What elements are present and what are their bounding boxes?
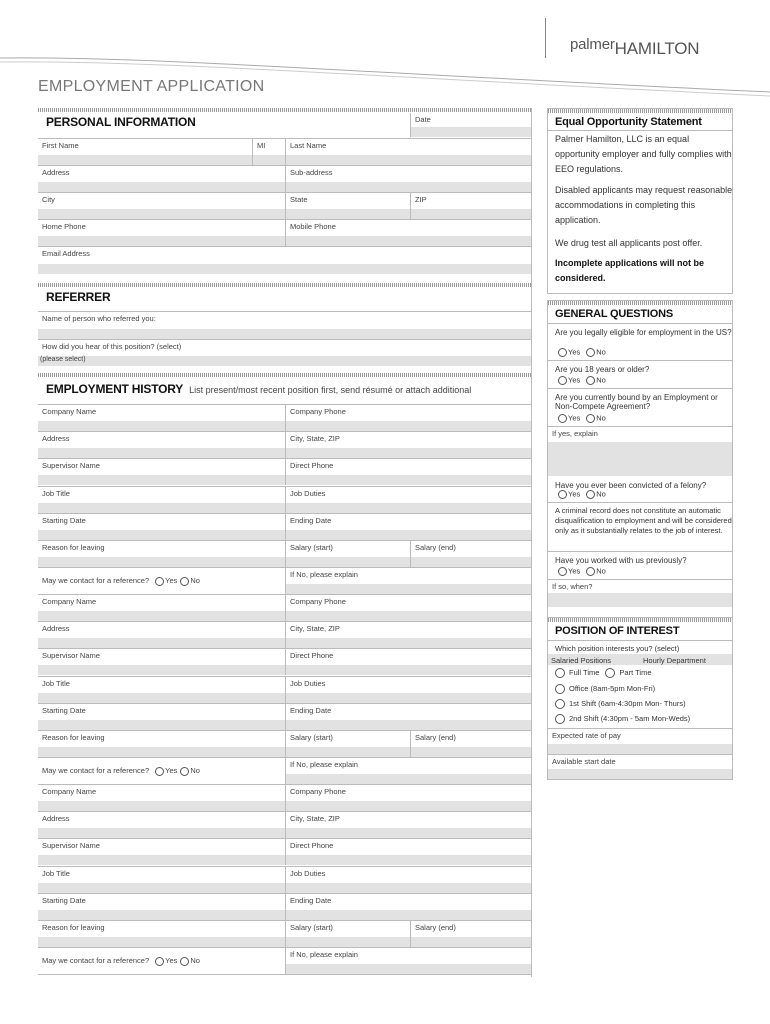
job-title-field[interactable] xyxy=(38,676,285,703)
job-title-field[interactable] xyxy=(38,486,285,513)
field-label: Job Title xyxy=(42,489,70,498)
field-label: Company Name xyxy=(42,597,97,606)
email-field[interactable]: Email Address xyxy=(38,246,531,274)
section-rule xyxy=(38,283,531,287)
eeo-paragraph: Disabled applicants may request reasonable accommodations in completing this application. xyxy=(555,185,733,225)
reference-question: May we contact for a reference? Yes No xyxy=(42,766,200,775)
position-heading: POSITION OF INTEREST xyxy=(555,625,680,637)
page-title: EMPLOYMENT APPLICATION xyxy=(38,78,265,95)
company-name-field[interactable] xyxy=(38,594,285,621)
field-label: Starting Date xyxy=(42,516,86,525)
field-label: Starting Date xyxy=(42,896,86,905)
company-phone-field[interactable] xyxy=(285,784,531,811)
field-label: Ending Date xyxy=(290,896,332,905)
reference-yes-radio[interactable] xyxy=(155,577,164,586)
felony-radio-group: Yes No xyxy=(555,489,606,499)
sub-address-field[interactable]: Sub-address xyxy=(285,165,531,192)
field-label: Ending Date xyxy=(290,706,332,715)
salary-end-field[interactable] xyxy=(410,540,531,567)
eeo-heading: Equal Opportunity Statement xyxy=(555,116,702,128)
company-address-field[interactable] xyxy=(38,431,285,458)
salary-start-field[interactable] xyxy=(285,920,410,947)
salary-end-field[interactable] xyxy=(410,920,531,947)
first-name-field[interactable]: First Name xyxy=(38,138,252,165)
company-phone-field[interactable] xyxy=(285,594,531,621)
mobile-phone-field[interactable]: Mobile Phone xyxy=(285,219,531,246)
question-agreement: Are you currently bound by an Employment or Non-Compete Agreement? xyxy=(555,393,718,411)
ending-date-field[interactable] xyxy=(285,513,531,540)
supervisor-name-field[interactable] xyxy=(38,838,285,865)
question-eligible: Are you legally eligible for employment in the US? xyxy=(555,328,732,337)
referrer-heading: REFERRER xyxy=(46,290,111,304)
address-field[interactable]: Address xyxy=(38,165,285,192)
reference-explain-field[interactable] xyxy=(285,947,531,974)
company-phone-field[interactable] xyxy=(285,404,531,431)
job-duties-field[interactable] xyxy=(285,676,531,703)
logo-divider xyxy=(545,18,546,58)
city-state-zip-field[interactable] xyxy=(285,811,531,838)
field-label: City, State, ZIP xyxy=(290,814,340,823)
section-rule xyxy=(38,373,531,377)
field-label: City, State, ZIP xyxy=(290,434,340,443)
field-label: Salary (start) xyxy=(290,733,333,742)
salary-start-field[interactable] xyxy=(285,540,410,567)
position-select-label: Which position interests you? (select) xyxy=(555,644,680,653)
ending-date-field[interactable] xyxy=(285,703,531,730)
question-felony: Have you ever been convicted of a felony? xyxy=(555,481,707,490)
section-rule xyxy=(38,108,531,112)
field-label: Supervisor Name xyxy=(42,841,100,850)
second-shift-radio[interactable] xyxy=(555,714,565,724)
felony-yes-radio[interactable] xyxy=(558,490,567,499)
worked-radio-group: Yes No xyxy=(555,566,606,576)
part-time-radio[interactable] xyxy=(605,668,615,678)
field-label: Company Phone xyxy=(290,787,346,796)
age-yes-radio[interactable] xyxy=(558,376,567,385)
city-state-zip-field[interactable] xyxy=(285,431,531,458)
referral-source-select[interactable]: How did you hear of this position? (select) (please select) xyxy=(38,339,531,366)
field-label: If No, please explain xyxy=(290,950,358,959)
worked-yes-radio[interactable] xyxy=(558,567,567,576)
agreement-yes-radio[interactable] xyxy=(558,414,567,423)
reason-for-leaving-field[interactable] xyxy=(38,920,285,947)
supervisor-name-field[interactable] xyxy=(38,458,285,485)
section-rule xyxy=(548,618,732,622)
job-duties-field[interactable] xyxy=(285,486,531,513)
supervisor-name-field[interactable] xyxy=(38,648,285,675)
field-label: Job Title xyxy=(42,679,70,688)
field-label: Supervisor Name xyxy=(42,651,100,660)
field-label: Company Phone xyxy=(290,407,346,416)
field-label: Direct Phone xyxy=(290,461,334,470)
second-shift-option[interactable]: 2nd Shift (4:30pm - 5am Mon-Weds) xyxy=(555,714,690,724)
city-state-zip-field[interactable] xyxy=(285,621,531,648)
direct-phone-field[interactable] xyxy=(285,458,531,485)
ending-date-field[interactable] xyxy=(285,893,531,920)
divider xyxy=(548,323,732,324)
company-address-field[interactable] xyxy=(38,811,285,838)
personal-info-heading: PERSONAL INFORMATION xyxy=(46,115,196,129)
worked-no-radio[interactable] xyxy=(586,567,595,576)
city-field[interactable]: City xyxy=(38,192,285,219)
field-label: Salary (start) xyxy=(290,543,333,552)
agreement-explain-field[interactable]: If yes, explain xyxy=(548,426,732,476)
reason-for-leaving-field[interactable] xyxy=(38,540,285,567)
salaried-positions-label[interactable]: Salaried Positions xyxy=(551,656,612,665)
reference-no-radio[interactable] xyxy=(180,957,189,966)
first-shift-option[interactable]: 1st Shift (6am-4:30pm Mon- Thurs) xyxy=(555,699,686,709)
field-label: If No, please explain xyxy=(290,760,358,769)
field-label: Reason for leaving xyxy=(42,733,105,742)
field-label: Address xyxy=(42,814,70,823)
eligible-radio-group: Yes No xyxy=(555,347,606,357)
company-name-field[interactable] xyxy=(38,784,285,811)
eeo-warning: Incomplete applications will not be considered. xyxy=(555,258,705,283)
field-label: Job Duties xyxy=(290,869,326,878)
home-phone-field[interactable]: Home Phone xyxy=(38,219,285,246)
starting-date-field[interactable] xyxy=(38,703,285,730)
reference-yes-radio[interactable] xyxy=(155,957,164,966)
reason-for-leaving-field[interactable] xyxy=(38,730,285,757)
worked-when-field[interactable]: If so, when? xyxy=(548,579,732,617)
job-title-field[interactable] xyxy=(38,866,285,893)
eeo-paragraph: Palmer Hamilton, LLC is an equal opportunity employer and fully complies with EEO regulations. xyxy=(555,134,732,174)
reference-contact-row xyxy=(38,567,285,594)
start-date-field[interactable]: Available start date xyxy=(548,754,732,779)
mi-field[interactable]: MI xyxy=(252,138,285,165)
reference-no-radio[interactable] xyxy=(180,577,189,586)
salary-start-field[interactable] xyxy=(285,730,410,757)
field-label: If No, please explain xyxy=(290,570,358,579)
reference-yes-radio[interactable] xyxy=(155,767,164,776)
eeo-paragraph: We drug test all applicants post offer. xyxy=(555,238,703,248)
office-radio[interactable] xyxy=(555,684,565,694)
reference-contact-row xyxy=(38,757,285,784)
field-label: Starting Date xyxy=(42,706,86,715)
zip-field[interactable]: ZIP xyxy=(410,192,531,219)
office-option[interactable]: Office (8am-5pm Mon-Fri) xyxy=(555,684,655,694)
referrer-name-field[interactable]: Name of person who referred you: xyxy=(38,311,531,339)
field-label: Reason for leaving xyxy=(42,543,105,552)
field-label: Supervisor Name xyxy=(42,461,100,470)
field-label: Direct Phone xyxy=(290,651,334,660)
starting-date-field[interactable] xyxy=(38,893,285,920)
form-right-border xyxy=(531,108,532,977)
employment-history-heading: EMPLOYMENT HISTORY List present/most recent position first, send résumé or attach additional xyxy=(46,382,472,396)
field-label: Address xyxy=(42,624,70,633)
starting-date-field[interactable] xyxy=(38,513,285,540)
company-name-field[interactable] xyxy=(38,404,285,431)
field-label: Ending Date xyxy=(290,516,332,525)
hourly-department-label[interactable]: Hourly Department xyxy=(643,656,706,665)
field-label: City, State, ZIP xyxy=(290,624,340,633)
salary-end-field[interactable] xyxy=(410,730,531,757)
field-label: Reason for leaving xyxy=(42,923,105,932)
field-label: Salary (end) xyxy=(415,543,456,552)
full-time-option[interactable]: Full Time Part Time xyxy=(555,668,652,678)
block-divider xyxy=(38,974,531,975)
date-field[interactable]: Date xyxy=(410,113,531,137)
felony-no-radio[interactable] xyxy=(586,490,595,499)
divider xyxy=(548,130,732,131)
first-shift-radio[interactable] xyxy=(555,699,565,709)
field-label: Address xyxy=(42,434,70,443)
eligible-yes-radio[interactable] xyxy=(558,348,567,357)
job-duties-field[interactable] xyxy=(285,866,531,893)
field-label: Salary (end) xyxy=(415,923,456,932)
last-name-field[interactable]: Last Name xyxy=(285,138,531,165)
full-time-radio[interactable] xyxy=(555,668,565,678)
question-worked-previously: Have you worked with us previously? xyxy=(555,556,687,565)
field-label: Company Name xyxy=(42,787,97,796)
field-label: Company Name xyxy=(42,407,97,416)
reference-explain-field[interactable] xyxy=(285,757,531,784)
reference-contact-row xyxy=(38,947,285,974)
section-rule xyxy=(548,301,732,305)
field-label: Salary (end) xyxy=(415,733,456,742)
reference-explain-field[interactable] xyxy=(285,567,531,594)
agreement-no-radio[interactable] xyxy=(586,414,595,423)
criminal-record-note: A criminal record does not constitute an automatic disqualification to employment and will be considered only as it substantially relates to the job of interest. xyxy=(555,506,732,535)
field-label: Company Phone xyxy=(290,597,346,606)
field-label: Job Duties xyxy=(290,679,326,688)
field-label: Direct Phone xyxy=(290,841,334,850)
reference-question: May we contact for a reference? Yes No xyxy=(42,956,200,965)
field-label: Job Duties xyxy=(290,489,326,498)
reference-question: May we contact for a reference? Yes No xyxy=(42,576,200,585)
section-rule xyxy=(548,109,732,113)
direct-phone-field[interactable] xyxy=(285,648,531,675)
company-logo: palmerHAMILTON xyxy=(570,36,700,58)
direct-phone-field[interactable] xyxy=(285,838,531,865)
state-field[interactable]: State xyxy=(285,192,410,219)
reference-no-radio[interactable] xyxy=(180,767,189,776)
expected-pay-field[interactable]: Expected rate of pay xyxy=(548,728,732,754)
company-address-field[interactable] xyxy=(38,621,285,648)
age-no-radio[interactable] xyxy=(586,376,595,385)
field-label: Job Title xyxy=(42,869,70,878)
age-radio-group: Yes No xyxy=(555,375,606,385)
field-label: Salary (start) xyxy=(290,923,333,932)
agreement-radio-group: Yes No xyxy=(555,413,606,423)
eligible-no-radio[interactable] xyxy=(586,348,595,357)
question-age: Are you 18 years or older? xyxy=(555,365,650,374)
general-questions-heading: GENERAL QUESTIONS xyxy=(555,308,674,320)
